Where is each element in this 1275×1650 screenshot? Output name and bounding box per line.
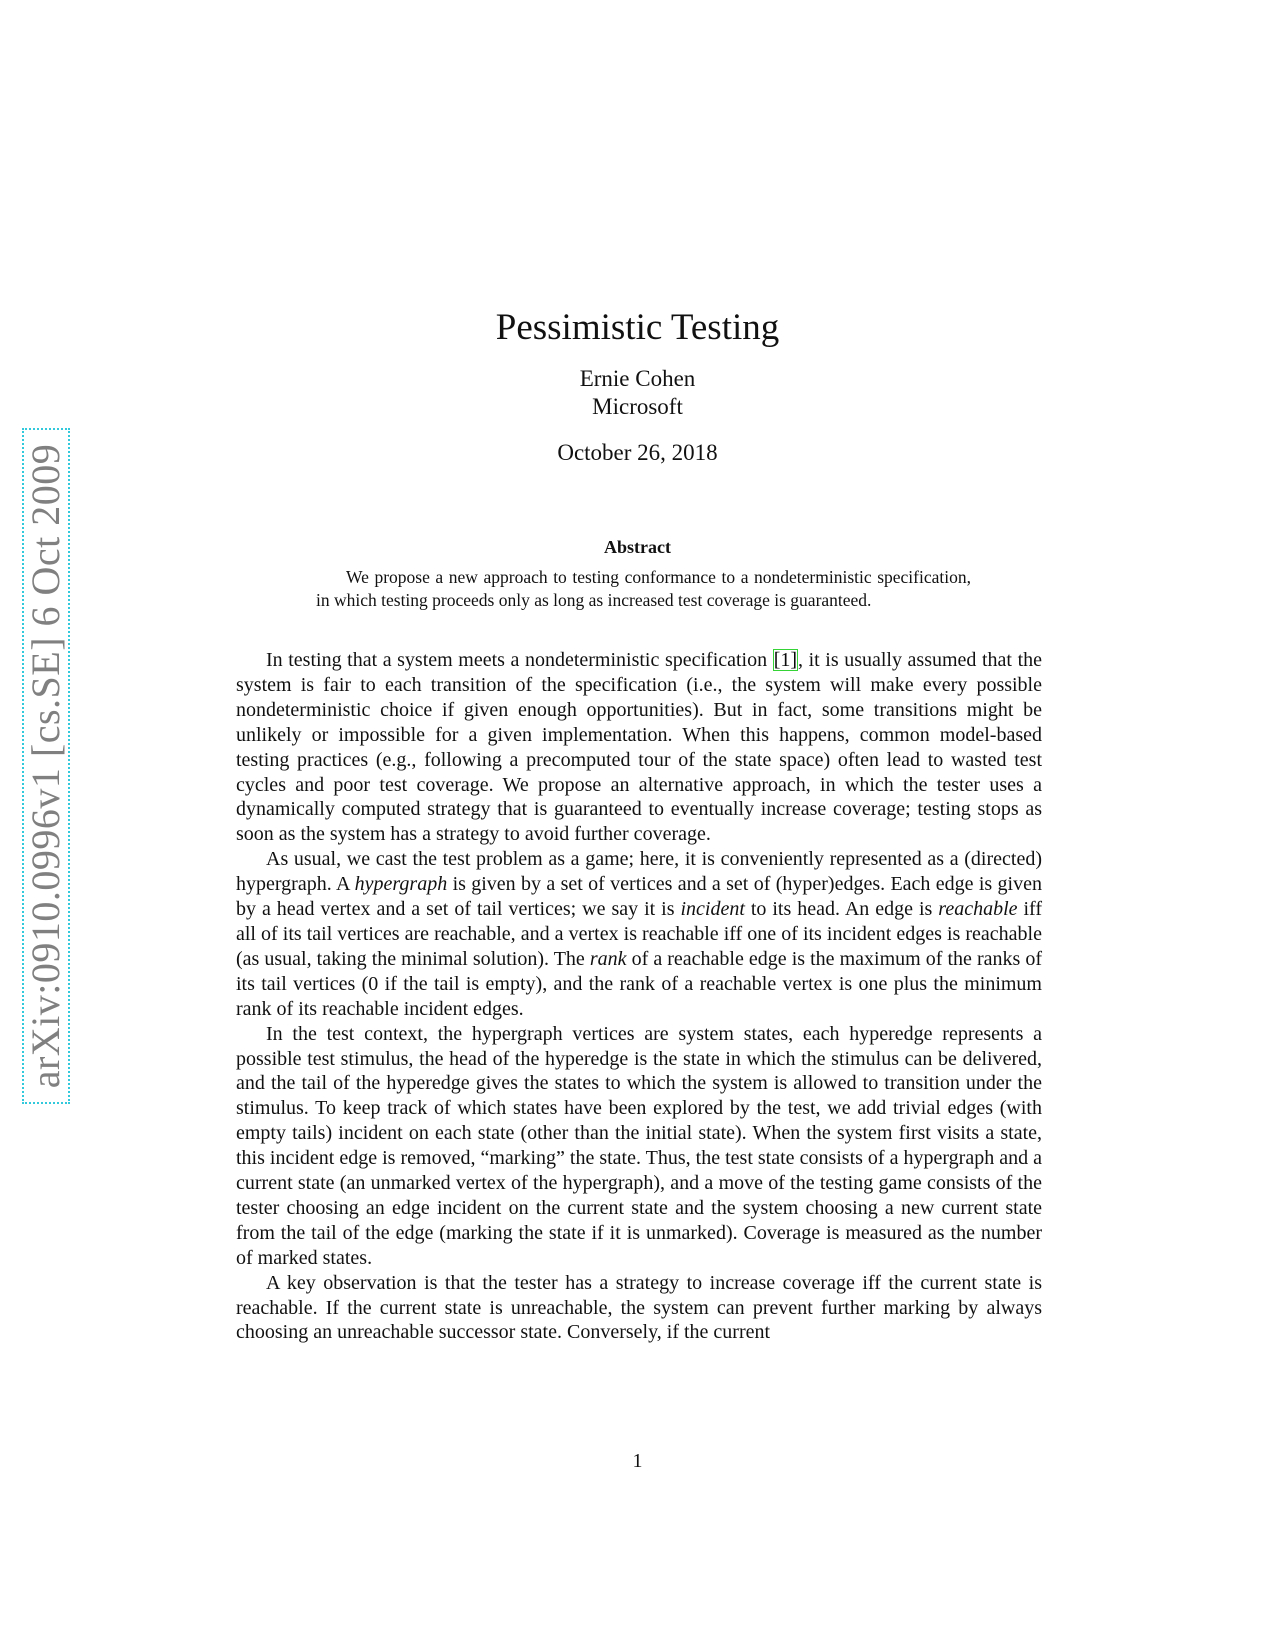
paragraph-hypergraph-text-e: of a reachable edge is the maximum of the ranks of its tail vertices (0 if the tail is empty), and the rank of a reachable vertex is one plus the minimum rank of its reachable incident edges. [236,947,1043,1020]
paragraph-intro [236,648,1042,847]
author-name: Ernie Cohen [579,366,696,391]
paragraph-hypergraph-text-d: iff all of its tail vertices are reachable, and a vertex is reachable iff one of its incident edges is reachable (as usual, taking the minimal solution). The [236,898,1042,970]
paragraph-key-observation: A key observation is that the tester has a strategy to increase coverage iff the current state is reachable. If the current state is unreachable, the system can prevent further marking by always choosing an unreachable successor state. Conversely, if the current [236,1271,1042,1344]
body-text [236,648,1042,1345]
paragraph-intro-text-a: In testing that a system meets a nondeterministic specification [266,649,773,671]
paragraph-hypergraph-text-a: As usual, we cast the test problem as a game; here, it is conveniently represented as a (directed) hypergraph. A [236,848,1042,896]
term-incident: incident [680,898,745,921]
abstract-text [316,566,971,612]
paragraph-hypergraph [236,847,1042,1021]
paper-date: October 26, 2018 [557,440,718,465]
term-rank: rank [589,947,627,970]
arxiv-identifier-text: arXiv:0910.0996v1 [cs.SE] 6 Oct 2009 [23,443,68,1089]
term-hypergraph: hypergraph [354,873,448,896]
abstract-body-text: We propose a new approach to testing conformance to a nondeterministic specification, in which testing proceeds only as long as increased test coverage is guaranteed. [316,567,971,610]
citation-link[interactable]: [1] [773,649,798,671]
page-number: 1 [632,1450,643,1472]
paragraph-hypergraph-text-c: to its head. An edge is [744,898,939,921]
paragraph-hypergraph-text-b: is given by a set of vertices and a set of (hyper)edges. Each edge is given by a head vertex and a set of tail vertices; we say it is [236,873,1042,921]
paragraph-intro-text-b: , it is usually assumed that the system is fair to each transition of the specification (i.e., the system will make every possible nondeterministic choice if given enough opportunities). But in fact, some transitions might be unlikely or impossible for a given implementation. When this happens, common model-based testing practices (e.g., following a precomputed tour of the state space) often lead to wasted test cycles and poor test coverage. We propose an alternative approach, in which the tester uses a dynamically computed strategy that is guaranteed to eventually increase coverage; testing stops as soon as the system has a strategy to avoid further coverage. [236,649,1042,846]
paper-title: Pessimistic Testing [495,307,780,348]
paragraph-test-context: In the test context, the hypergraph vertices are system states, each hyperedge represents a possible test stimulus, the head of the hyperedge is the state in which the stimulus can be delivered, and the tail of the hyperedge gives the states to which the system is allowed to transition under the stimulus. To keep track of which states have been explored by the test, we add trivial edges (with empty tails) incident on each state (other than the initial state). When the system first visits a state, this incident edge is removed, “marking” the state. Thus, the test state consists of a hypergraph and a current state (an unmarked vertex of the hypergraph), and a move of the testing game consists of the tester choosing an edge incident on the current state and the system choosing a new current state from the tail of the edge (marking the state if it is unmarked). Coverage is measured as the number of marked states. [236,1022,1042,1269]
abstract-heading: Abstract [604,537,671,557]
term-reachable: reachable [938,898,1018,921]
author-affiliation: Microsoft [592,394,683,419]
arxiv-identifier-stamp [22,428,70,1104]
